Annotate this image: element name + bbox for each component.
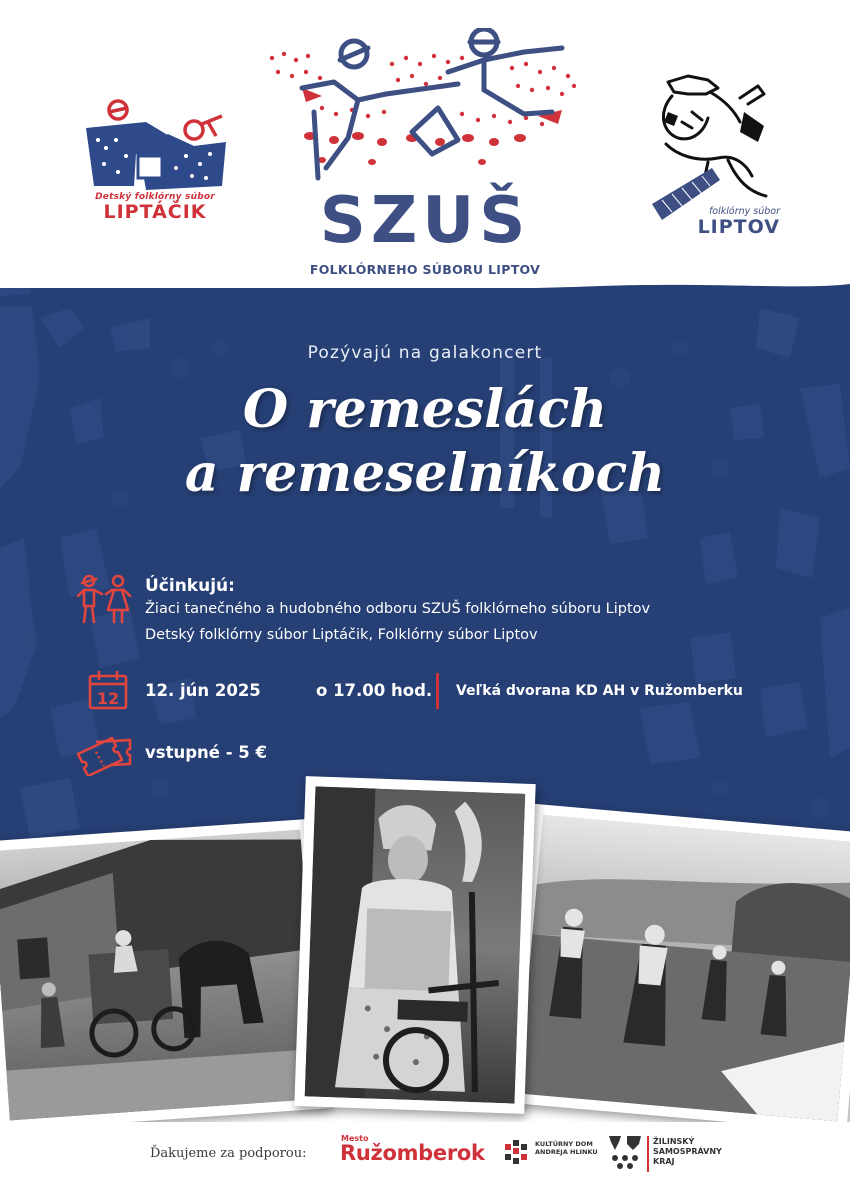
invite-text: Pozývajú na galakoncert [307,343,543,363]
performers-line1: Žiaci tanečného a hudobného odboru SZUŠ folklórneho súboru Liptov [145,601,651,617]
event-title-line1: O remeslách [242,379,608,440]
event-title-line2: a remeselníkoch [184,443,666,504]
photo-spinning-woman-image [305,786,526,1103]
sponsor-kd [535,1140,598,1156]
szus-title: SZUŠ [319,184,531,258]
sponsor-zsk-line1: ŽILINSKÝ [653,1137,695,1146]
entry-fee: vstupné - 5 € [145,743,268,762]
date-venue-divider [436,673,439,709]
sponsor-ruzomberok: Ružomberok [340,1141,485,1165]
liptacik-logo-line1: Detský folklórny súbor [95,192,215,202]
event-title [0,378,850,506]
calendar-icon [86,668,130,712]
liptacik-logo-text [80,192,230,222]
sponsor-ruzomberok-small: Mesto [341,1134,369,1143]
sponsor-zsk-line2: SAMOSPRÁVNY [653,1147,722,1156]
calendar-day: 12 [96,689,120,708]
liptacik-logo-line2: LIPTÁČIK [103,201,207,223]
banner-top-edge [0,276,850,306]
kd-logo-icon [503,1138,531,1166]
photo-spinning-woman [294,776,535,1114]
liptov-logo-line2: LIPTOV [697,216,780,238]
event-date: 12. jún 2025 [145,681,261,700]
sponsor-zsk [653,1137,722,1167]
photo-horse-cart-image [0,830,319,1121]
performers-line2: Detský folklórny súbor Liptáčik, Folklórny súbor Liptov [145,627,538,643]
sponsor-zsk-line3: KRAJ [653,1157,675,1166]
szus-logo-graphic [262,28,592,198]
photo-field-workers-image [518,815,850,1122]
photo-field-workers [508,804,850,1132]
event-venue: Veľká dvorana KD AH v Ružomberku [456,683,743,699]
sponsor-kd-line1: KULTÚRNY DOM [535,1140,593,1148]
photo-horse-cart [0,819,330,1131]
performers-label: Účinkujú: [145,576,235,596]
zsk-divider [647,1136,649,1172]
liptov-logo-text [660,206,780,237]
event-time: o 17.00 hod. [316,681,433,700]
zsk-coat-of-arms-icon [605,1132,645,1172]
sponsor-kd-line2: ANDREJA HLINKU [535,1148,598,1156]
szus-subtitle: FOLKLÓRNEHO SÚBORU LIPTOV [309,262,541,277]
thanks-text: Ďakujeme za podporou: [150,1146,307,1161]
dancers-icon [74,574,134,626]
liptov-logo-line1: folklórny súbor [708,206,780,217]
ticket-icon [74,732,136,776]
